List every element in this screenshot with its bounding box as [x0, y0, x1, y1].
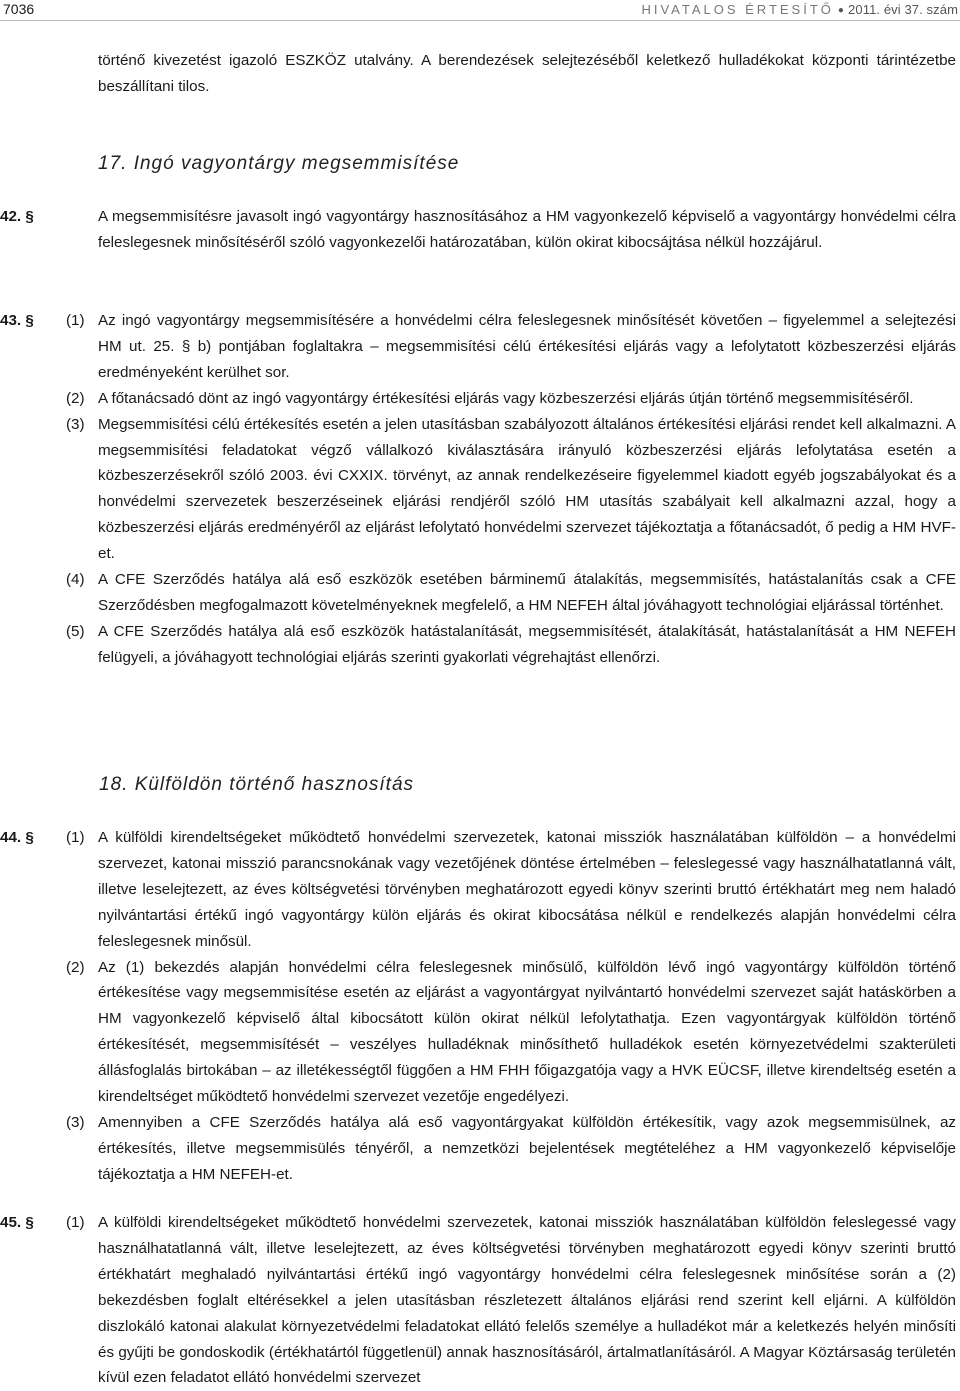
- paragraph-number: (3): [66, 1113, 85, 1131]
- section-44: [0, 825, 960, 1188]
- paragraph-text: A CFE Szerződés hatálya alá eső eszközök esetében bárminemű átalakítás, megsemmisítés, hatástalanítás csak a CFE Szerződésben megfogalmazott követelményeknek megfelelő, a HM NEFEH által jóváhagyott technológiai eljárással történhet.: [98, 571, 956, 614]
- section-number: 45. §: [0, 1214, 34, 1231]
- paragraph-text: Az (1) bekezdés alapján honvédelmi célra feleslegesnek minősülő, külföldön lévő ingó vagyontárgy külföldön történő értékesítése vagy megsemmisítése esetén az eljárást a vagyontárgyat nyilvántartó honvédelmi szervezet saját hatáskörben a HM vagyonkezelő képviselő által kibocsátott külön okirat nélkül lefolytathatja. Ezen vagyontárgyak külföldön történő értékesítését, megsemmisítését – veszélyes hulladéknak minősíthető hulladékok esetén környezetvédelmi szakterületi állásfoglalás birtokában – az illetékességtől függően a HM FHH főigazgatója vagy a HVK EÜCSF, illetve kirendeltség esetén a kirendeltséget működtető honvédelmi szervezet vezetője engedélyezi.: [98, 958, 956, 1106]
- paragraph-number: (3): [66, 415, 85, 433]
- paragraph-number: (1): [66, 1214, 85, 1231]
- paragraph-text: A főtanácsadó dönt az ingó vagyontárgy értékesítési eljárás vagy közbeszerzési eljárás útján történő megsemmisítéséről.: [98, 389, 914, 407]
- paragraph-text: A külföldi kirendeltségeket működtető honvédelmi szervezetek, katonai missziók használatában külföldön – a honvédelmi szervezet, katonai misszió parancsnokának vagy vezetőjének döntése értelmében – feleslegessé vagy használhatatlanná vált, illetve leselejtezett, az éves költségvetési törvényben meghatározott egyedi könyv szerinti bruttó értékhatárt meg nem haladó nyilvántartási értékű ingó vagyontárgy külön eljárás és okirat kibocsátása nélkül e rendelkezés alapján honvédelmi célra feleslegesnek minősül.: [98, 829, 956, 950]
- section-heading-18: 18. Külföldön történő hasznosítás: [99, 774, 415, 795]
- paragraph-number: (4): [66, 571, 85, 589]
- journal-title: HIVATALOS ÉRTESÍTŐ: [641, 2, 834, 17]
- page-header: [0, 0, 960, 22]
- section-number: 43. §: [0, 312, 34, 329]
- paragraph-text: Az ingó vagyontárgy megsemmisítésére a honvédelmi célra feleslegesnek minősítését követően – figyelemmel a selejtezési HM ut. 25. § b) pontjában foglaltakra – megsemmisítési célú értékesítési eljárás vagy a lefolytatott közbeszerzési eljárás eredményeként kerülhet sor.: [98, 312, 956, 381]
- section-43: [0, 308, 960, 671]
- paragraph-3: [66, 412, 956, 567]
- paragraph-text: Amennyiben a CFE Szerződés hatálya alá eső vagyontárgyakat külföldön értékesítik, vagy azok megsemmisülnek, az értékesítés, illetve megsemmisülés tényéről, a nemzetközi bejelentések megtételéhez a HM vagyonkezelő képviselője tájékoztatja a HM NEFEH-et.: [98, 1113, 956, 1183]
- paragraph-5: [66, 619, 956, 671]
- page-number: 7036: [3, 1, 35, 17]
- section-42-text: A megsemmisítésre javasolt ingó vagyontárgy hasznosításához a HM vagyonkezelő képviselő a vagyontárgy honvédelmi célra feleslegesnek minősítéséről szóló vagyonkezelői határozatában, külön okirat kibocsájtása nélkül hozzájárul.: [98, 208, 956, 251]
- section-number: 42. §: [0, 208, 34, 225]
- paragraph-1: [66, 825, 956, 955]
- section-42: [0, 204, 960, 256]
- paragraph-4: [66, 567, 956, 619]
- issue-label: 2011. évi 37. szám: [848, 2, 958, 17]
- section-number: 44. §: [0, 829, 34, 846]
- paragraph-text: A külföldi kirendeltségeket működtető honvédelmi szervezetek, katonai missziók használatában külföldön feleslegessé vagy használhatatlanná vált, illetve leselejtezett, az éves költségvetési törvényben meghatározott egyedi könyv szerinti bruttó értékhatárt meghaladó nyilvántartási értékű ingó vagyontárgy honvédelmi célra feleslegesnek minősítése során a (2) bekezdésben foglalt eltérésekkel a jelen utasításban részletezett általános eljárási rend szerint kell eljárni. A külföldön diszlokáló katonai alakulat környezetvédelmi feladatokat ellátó felelős személye a hulladékot már a keletkezés helyén minősíti és gyűjti be gondoskodik (értékhatártól függetlenül) annak hasznosításáról, ártalmatlanításáról. A Magyar Köztársaság területén kívül ezen feladatot ellátó honvédelmi szervezet: [98, 1214, 956, 1387]
- paragraph-number: (1): [66, 312, 85, 329]
- paragraph-2: [66, 386, 956, 412]
- paragraph-number: (2): [66, 958, 85, 976]
- paragraph-2: [66, 955, 956, 1110]
- continuation-paragraph: történő kivezetést igazoló ESZKÖZ utalvány. A berendezések selejtezéséből keletkező hulladékokat központi tárintézetbe beszállítani tilos.: [98, 52, 956, 95]
- paragraph-3: [66, 1110, 956, 1188]
- paragraph-number: (2): [66, 389, 85, 407]
- paragraph-number: (5): [66, 622, 85, 640]
- paragraph-text: A CFE Szerződés hatálya alá eső eszközök hatástalanítását, megsemmisítését, átalakítását, hatástalanítását a HM NEFEH felügyeli, a jóváhagyott technológiai eljárás szerinti gyakorlati végrehajtást ellenőrzi.: [98, 622, 956, 666]
- paragraph-text: Megsemmisítési célú értékesítés esetén a jelen utasításban szabályozott általános értékesítési eljárási rendet kell alkalmazni. A megsemmisítési feladatokat végző vállalkozó kiválasztására irányuló közbeszerzési eljárás lefolytatása esetén a közbeszerzésekről szóló 2003. évi CXXIX. törvényt, az annak rendelkezéseire figyelemmel kiadott egyéb jogszabályokat és a honvédelmi szervezetek beszerzéseinek eljárási rendjéről szóló HM utasítás szabályait kell alkalmazni azzal, hogy a közbeszerzési eljárás eredményéről az eljárást lefolytató honvédelmi szervezet tájékoztatja a főtanácsadót, ő pedig a HM HVF-et.: [98, 415, 956, 563]
- bullet-separator: ●: [837, 5, 845, 16]
- paragraph-1: [66, 1210, 956, 1391]
- section-45: [0, 1210, 960, 1391]
- paragraph-number: (1): [66, 829, 85, 846]
- header-rule: [0, 20, 960, 21]
- paragraph-1: [66, 308, 956, 386]
- section-heading-17: 17. Ingó vagyontárgy megsemmisítése: [98, 153, 460, 174]
